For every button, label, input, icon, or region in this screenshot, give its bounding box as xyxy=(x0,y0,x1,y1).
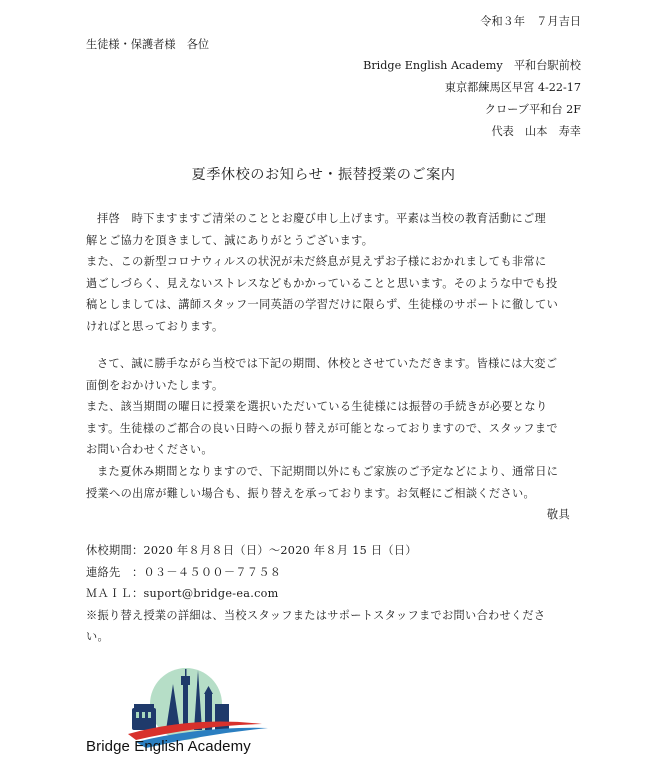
sender-representative: 代表 山本 寿幸 xyxy=(491,125,581,138)
closure-period: 休校期間：2020 年８月８日（日）～2020 年８月 15 日（日） xyxy=(86,544,417,557)
note-line: い。 xyxy=(86,630,109,644)
letter-date: 令和３年 ７月吉日 xyxy=(480,15,581,28)
notice-title: 夏季休校のお知らせ・振替授業のご案内 xyxy=(191,167,456,183)
paragraph-line: さて、誠に勝手ながら当校では下記の期間、休校とさせていただきます。皆様には大変ご xyxy=(97,357,558,370)
closing-phrase: 敬具 xyxy=(546,508,570,522)
info-block xyxy=(86,540,586,648)
paragraph-closure-notice xyxy=(86,353,576,526)
paragraph-line: 過ごしづらく、見えないストレスなどもかかっていることと思います。そのような中でも投 xyxy=(86,276,558,290)
paragraph-line: また夏休み期間となりますので、下記期間以外にもご家族のご予定などにより、通常日に xyxy=(97,464,559,478)
contact-mail: ＭＡＩＬ：suport@bridge-ea.com xyxy=(86,587,279,601)
contact-phone: 連絡先 ：０３－４５００－７７５８ xyxy=(86,565,282,579)
paragraph-line: ければと思っております。 xyxy=(86,319,224,333)
logo-text: Bridge English Academy xyxy=(86,738,251,755)
paragraph-line: 拝啓 時下ますますご清栄のこととお慶び申し上げます。平素は当校の教育活動にご理 xyxy=(97,212,547,225)
paragraph-line: また、この新型コロナウィルスの状況が未だ終息が見えずお子様におかれましても非常に xyxy=(86,255,547,269)
paragraph-line: 解とご協力を頂きまして、誠にありがとうございます。 xyxy=(86,233,374,247)
paragraph-line: また、該当期間の曜日に授業を選択いただいている生徒様には振替の手続きが必要となり xyxy=(86,400,548,414)
sender-address-2: クローブ平和台 2F xyxy=(484,103,581,116)
sender-school: Bridge English Academy 平和台駅前校 xyxy=(363,59,581,72)
academy-logo xyxy=(84,664,284,774)
paragraph-line: 授業への出席が難しい場合も、振り替えを承っております。お気軽にご相談ください。 xyxy=(86,486,536,500)
paragraph-line: お問い合わせください。 xyxy=(86,443,213,457)
paragraph-line: ます。生徒様のご都合の良い日時への振り替えが可能となっておりますので、スタッフまで xyxy=(86,421,558,435)
paragraph-line: 稿としましては、講師スタッフ一同英語の学習だけに限らず、生徒様のサポートに徹してい xyxy=(86,298,559,312)
addressee: 生徒様・保護者様 各位 xyxy=(86,38,210,51)
paragraph-line: 面倒をおかけいたします。 xyxy=(86,378,224,392)
note-line: ※振り替え授業の詳細は、当校スタッフまたはサポートスタッフまでお問い合わせくださ xyxy=(86,608,546,622)
sender-address-1: 東京都練馬区早宮 4-22-17 xyxy=(444,81,581,94)
paragraph-greeting xyxy=(86,208,576,338)
